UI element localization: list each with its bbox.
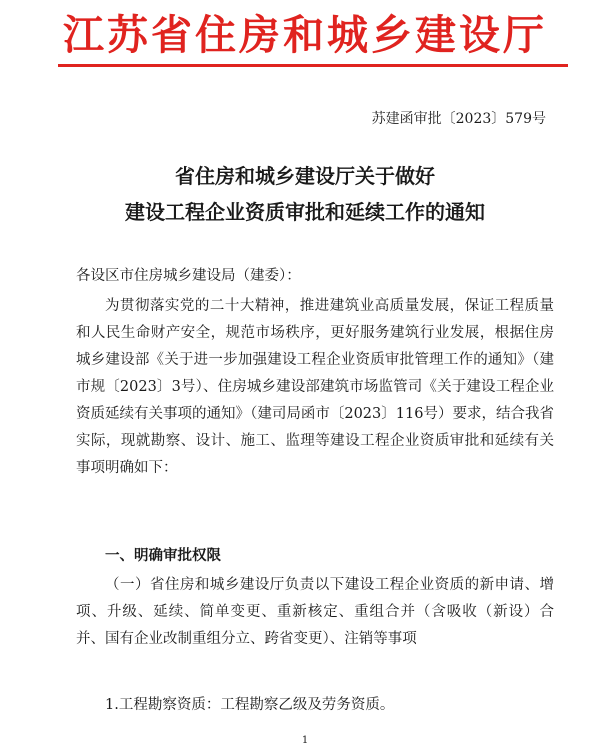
page-number: 1: [301, 735, 309, 746]
document-title-line-1: 省住房和城乡建设厅关于做好: [175, 164, 435, 188]
issuing-organization-header: 江苏省住房和城乡建设厅: [63, 11, 547, 59]
list-item: 1.工程勘察资质：工程勘察乙级及劳务资质。: [105, 697, 395, 713]
document-number: 苏建函审批〔2023〕579号: [371, 111, 546, 127]
body-paragraph-1: [76, 293, 554, 482]
paragraph-text: 为贯彻落实党的二十大精神，推进建筑业高质量发展，保证工程质量和人民生命财产安全，规范市场秩序，更好服务建筑行业发展，根据住房城乡建设部《关于进一步加强建设工程企业资质审批管理工作的通知》（建市规〔2023〕3号）、住房城乡建设部建筑市场监管司《关于建设工程企业资质延续有关事项的通知》（建司局函市〔2023〕116号）要求，结合我省实际，现就勘察、设计、施工、监理等建设工程企业资质审批和延续有关事项明确如下：: [76, 298, 554, 476]
paragraph-text: （一）省住房和城乡建设厅负责以下建设工程企业资质的新申请、增项、升级、延续、简单变更、重新核定、重组合并（含吸收（新设）合并、国有企业改制重组分立、跨省变更）、注销等事项: [76, 577, 554, 647]
red-divider-rule: [58, 64, 568, 67]
document-title-line-2: 建设工程企业资质审批和延续工作的通知: [125, 200, 485, 224]
body-paragraph-2: [76, 572, 554, 653]
section-heading: 一、明确审批权限: [105, 548, 221, 564]
salutation: 各设区市住房城乡建设局（建委）：: [76, 268, 301, 284]
